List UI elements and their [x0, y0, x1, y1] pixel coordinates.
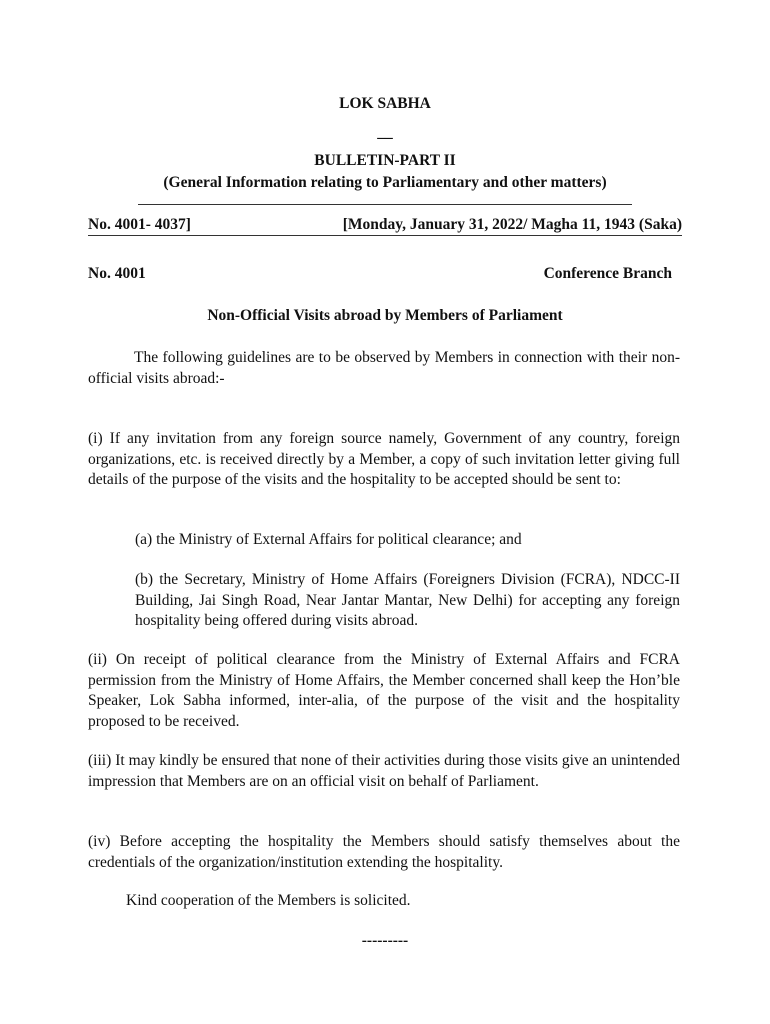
guideline-ii: (ii) On receipt of political clearance from the Ministry of External Affairs and FCRA permission from the Ministry of Home Affairs, the Member concerned shall keep the Hon’ble Speaker, Lok Sabha informed, inter-alia, of the purpose of the visit and the hospitality proposed to be received. [88, 651, 680, 730]
guideline-iii: (iii) It may kindly be ensured that none of their activities during those visits give an unintended impression that Members are on an official visit on behalf of Parliament. [88, 752, 680, 790]
bulletin-title: BULLETIN-PART II [314, 152, 456, 169]
guideline-i: (i) If any invitation from any foreign source namely, Government of any country, foreign organizations, etc. is received directly by a Member, a copy of such invitation letter giving full details of the purpose of the visits and the hospitality to be accepted should be sent to: [88, 430, 680, 488]
header-rule-top [138, 204, 632, 205]
house-title: LOK SABHA [339, 95, 431, 112]
title-separator: __ [377, 124, 393, 141]
item-number: No. 4001 [88, 265, 146, 282]
guideline-i-a: (a) the Ministry of External Affairs for political clearance; and [135, 531, 522, 548]
item-title: Non-Official Visits abroad by Members of Parliament [207, 307, 563, 324]
bulletin-subtitle: (General Information relating to Parliamentary and other matters) [163, 174, 607, 191]
guideline-i-b: (b) the Secretary, Ministry of Home Affairs (Foreigners Division (FCRA), NDCC-II Building, Jai Singh Road, Near Jantar Mantar, New Delhi) for accepting any foreign hospitality being offered during visits abroad. [135, 571, 680, 629]
intro-paragraph: The following guidelines are to be observed by Members in connection with their non-official visits abroad:- [88, 349, 680, 387]
item-branch: Conference Branch [543, 265, 672, 282]
end-mark: --------- [361, 932, 409, 949]
bulletin-date: [Monday, January 31, 2022/ Magha 11, 1943 (Saka) [342, 216, 682, 233]
closing-note: Kind cooperation of the Members is solicited. [126, 892, 411, 909]
bulletin-meta-row [88, 216, 682, 234]
header-rule-bottom [88, 235, 682, 236]
guideline-iv: (iv) Before accepting the hospitality the Members should satisfy themselves about the credentials of the organization/institution extending the hospitality. [88, 833, 680, 871]
item-header-row [88, 265, 682, 283]
bulletin-numbers: No. 4001- 4037] [88, 216, 191, 233]
